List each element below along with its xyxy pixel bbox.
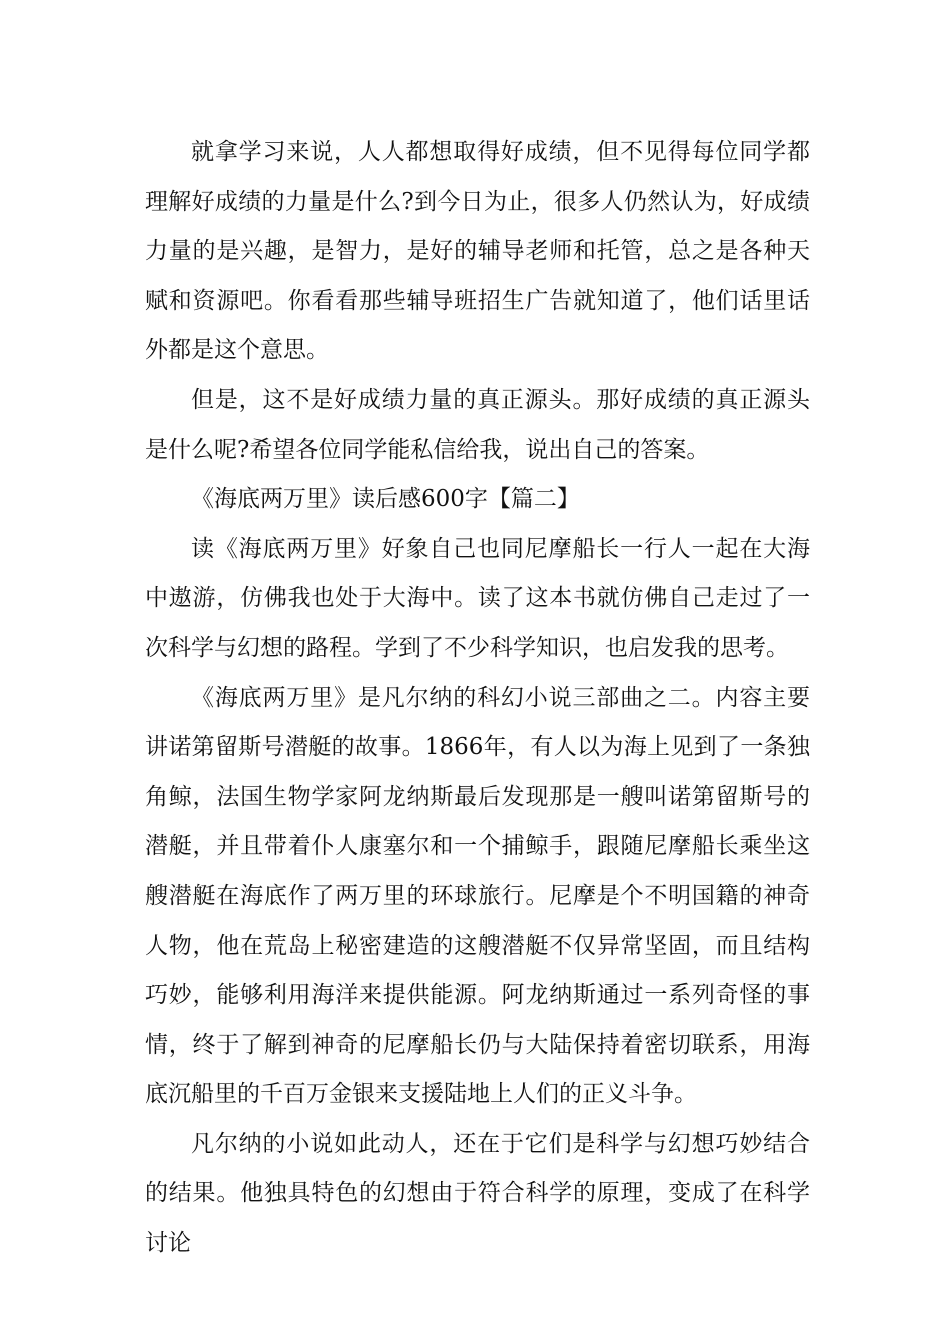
document-body xyxy=(145,128,810,1269)
paragraph-2: 但是，这不是好成绩力量的真正源头。那好成绩的真正源头是什么呢?希望各位同学能私信给我，说出自己的答案。 xyxy=(145,386,810,463)
paragraph-3: 读《海底两万里》好象自己也同尼摩船长一行人一起在大海中遨游，仿佛我也处于大海中。读了这本书就仿佛自己走过了一次科学与幻想的路程。学到了不少科学知识，也启发我的思考。 xyxy=(145,535,810,661)
paragraph-1: 就拿学习来说，人人都想取得好成绩，但不见得每位同学都理解好成绩的力量是什么?到今日为止，很多人仍然认为，好成绩力量的是兴趣，是智力，是好的辅导老师和托管，总之是各种天赋和资源吧。你看看那些辅导班招生广告就知道了，他们话里话外都是这个意思。 xyxy=(145,139,810,364)
paragraph-4: 《海底两万里》是凡尔纳的科幻小说三部曲之二。内容主要讲诺第留斯号潜艇的故事。1866年，有人以为海上见到了一条独角鲸，法国生物学家阿龙纳斯最后发现那是一艘叫诺第留斯号的潜艇，并且带着仆人康塞尔和一个捕鲸手，跟随尼摩船长乘坐这艘潜艇在海底作了两万里的环球旅行。尼摩是个不明国籍的神奇人物，他在荒岛上秘密建造的这艘潜艇不仅异常坚固，而且结构巧妙，能够利用海洋来提供能源。阿龙纳斯通过一系列奇怪的事情，终于了解到神奇的尼摩船长仍与大陆保持着密切联系，用海底沉船里的千百万金银来支援陆地上人们的正义斗争。 xyxy=(145,684,810,1108)
paragraph-5: 凡尔纳的小说如此动人，还在于它们是科学与幻想巧妙结合的结果。他独具特色的幻想由于符合科学的原理，变成了在科学讨论 xyxy=(145,1130,810,1257)
section-heading: 《海底两万里》读后感600字【篇二】 xyxy=(191,486,580,513)
